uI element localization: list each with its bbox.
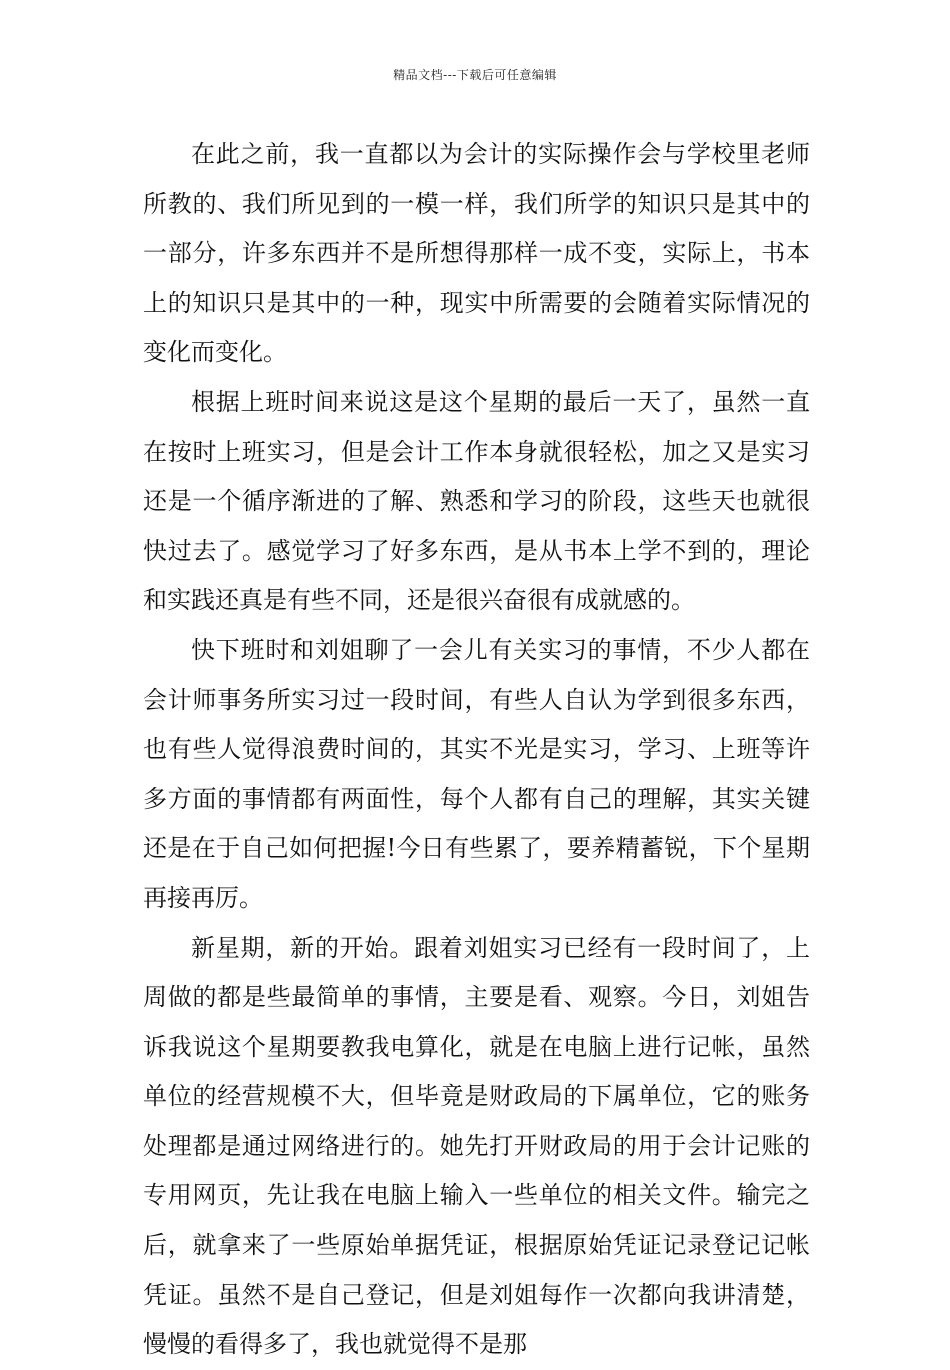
page-header: 精品文档---下载后可任意编辑 xyxy=(393,68,557,82)
paragraph-4: 新星期，新的开始。跟着刘姐实习已经有一段时间了，上周做的都是些最简单的事情，主要是看、观察。今日，刘姐告诉我说这个星期要教我电算化，就是在电脑上进行记帐，虽然单位的经营规模不大，但毕竟是财政局的下属单位，它的账务处理都是通过网络进行的。她先打开财政局的用于会计记账的专用网页，先让我在电脑上输入一些单位的相关文件。输完之后，就拿来了一些原始单据凭证，根据原始凭证记录登记记帐凭证。虽然不是自己登记，但是刘姐每作一次都向我讲清楚，慢慢的看得多了，我也就觉得不是那 xyxy=(143,933,810,1359)
paragraph-2: 根据上班时间来说这是这个星期的最后一天了，虽然一直在按时上班实习，但是会计工作本身就很轻松，加之又是实习还是一个循序渐进的了解、熟悉和学习的阶段，这些天也就很快过去了。感觉学习了好多东西，是从书本上学不到的，理论和实践还真是有些不同，还是很兴奋很有成就感的。 xyxy=(143,387,810,615)
paragraph-3: 快下班时和刘姐聊了一会儿有关实习的事情，不少人都在会计师事务所实习过一段时间，有些人自认为学到很多东西，也有些人觉得浪费时间的，其实不光是实习，学习、上班等许多方面的事情都有两面性，每个人都有自己的理解，其实关键还是在于自己如何把握!今日有些累了，要养精蓄锐，下个星期再接再厉。 xyxy=(143,635,810,912)
document-body xyxy=(143,130,810,1370)
paragraph-1: 在此之前，我一直都以为会计的实际操作会与学校里老师所教的、我们所见到的一模一样，我们所学的知识只是其中的一部分，许多东西并不是所想得那样一成不变，实际上，书本上的知识只是其中的一种，现实中所需要的会随着实际情况的变化而变化。 xyxy=(143,140,810,367)
